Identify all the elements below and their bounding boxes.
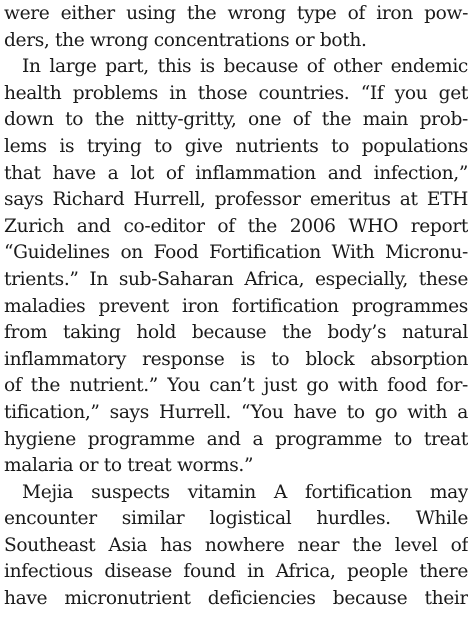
text-line-19: Mejia suspects vitamin A fortification may xyxy=(22,481,468,503)
text-line-11: trients.” In sub-Saharan Africa, especially, these xyxy=(4,268,468,290)
text-line-8: says Richard Hurrell, professor emeritus at ETH xyxy=(4,189,468,211)
text-line-17: hygiene programme and a programme to treat xyxy=(4,428,468,450)
text-line-7: that have a lot of inflammation and infection,” xyxy=(4,162,468,184)
text-line-22: infectious disease found in Africa, people there xyxy=(4,561,468,583)
text-line-5: down to the nitty-gritty, one of the main prob- xyxy=(4,109,468,131)
text-line-1: were either using the wrong type of iron pow- xyxy=(4,3,468,24)
text-line-15: of the nutrient.” You can’t just go with food for- xyxy=(4,375,468,397)
article-body xyxy=(4,1,468,613)
text-line-16: tification,” says Hurrell. “You have to go with a xyxy=(4,401,468,423)
text-line-4: health problems in those countries. “If you get xyxy=(4,82,468,104)
text-line-21: Southeast Asia has nowhere near the level of xyxy=(4,534,468,556)
text-line-12: maladies prevent iron fortification programmes xyxy=(4,295,468,317)
text-line-18: malaria or to treat worms.” xyxy=(4,455,254,477)
text-line-23: have micronutrient deficiencies because their xyxy=(4,588,468,610)
text-line-20: encounter similar logistical hurdles. While xyxy=(4,508,468,530)
text-line-6: lems is trying to give nutrients to populations xyxy=(4,135,468,157)
text-line-13: from taking hold because the body’s natural xyxy=(4,322,468,344)
text-line-9: Zurich and co-editor of the 2006 WHO report xyxy=(4,215,468,237)
text-line-2: ders, the wrong concentrations or both. xyxy=(4,29,367,51)
text-line-10: “Guidelines on Food Fortification With Micronu- xyxy=(4,242,468,264)
text-line-14: inflammatory response is to block absorption xyxy=(4,348,468,370)
text-line-3: In large part, this is because of other endemic xyxy=(22,56,468,78)
